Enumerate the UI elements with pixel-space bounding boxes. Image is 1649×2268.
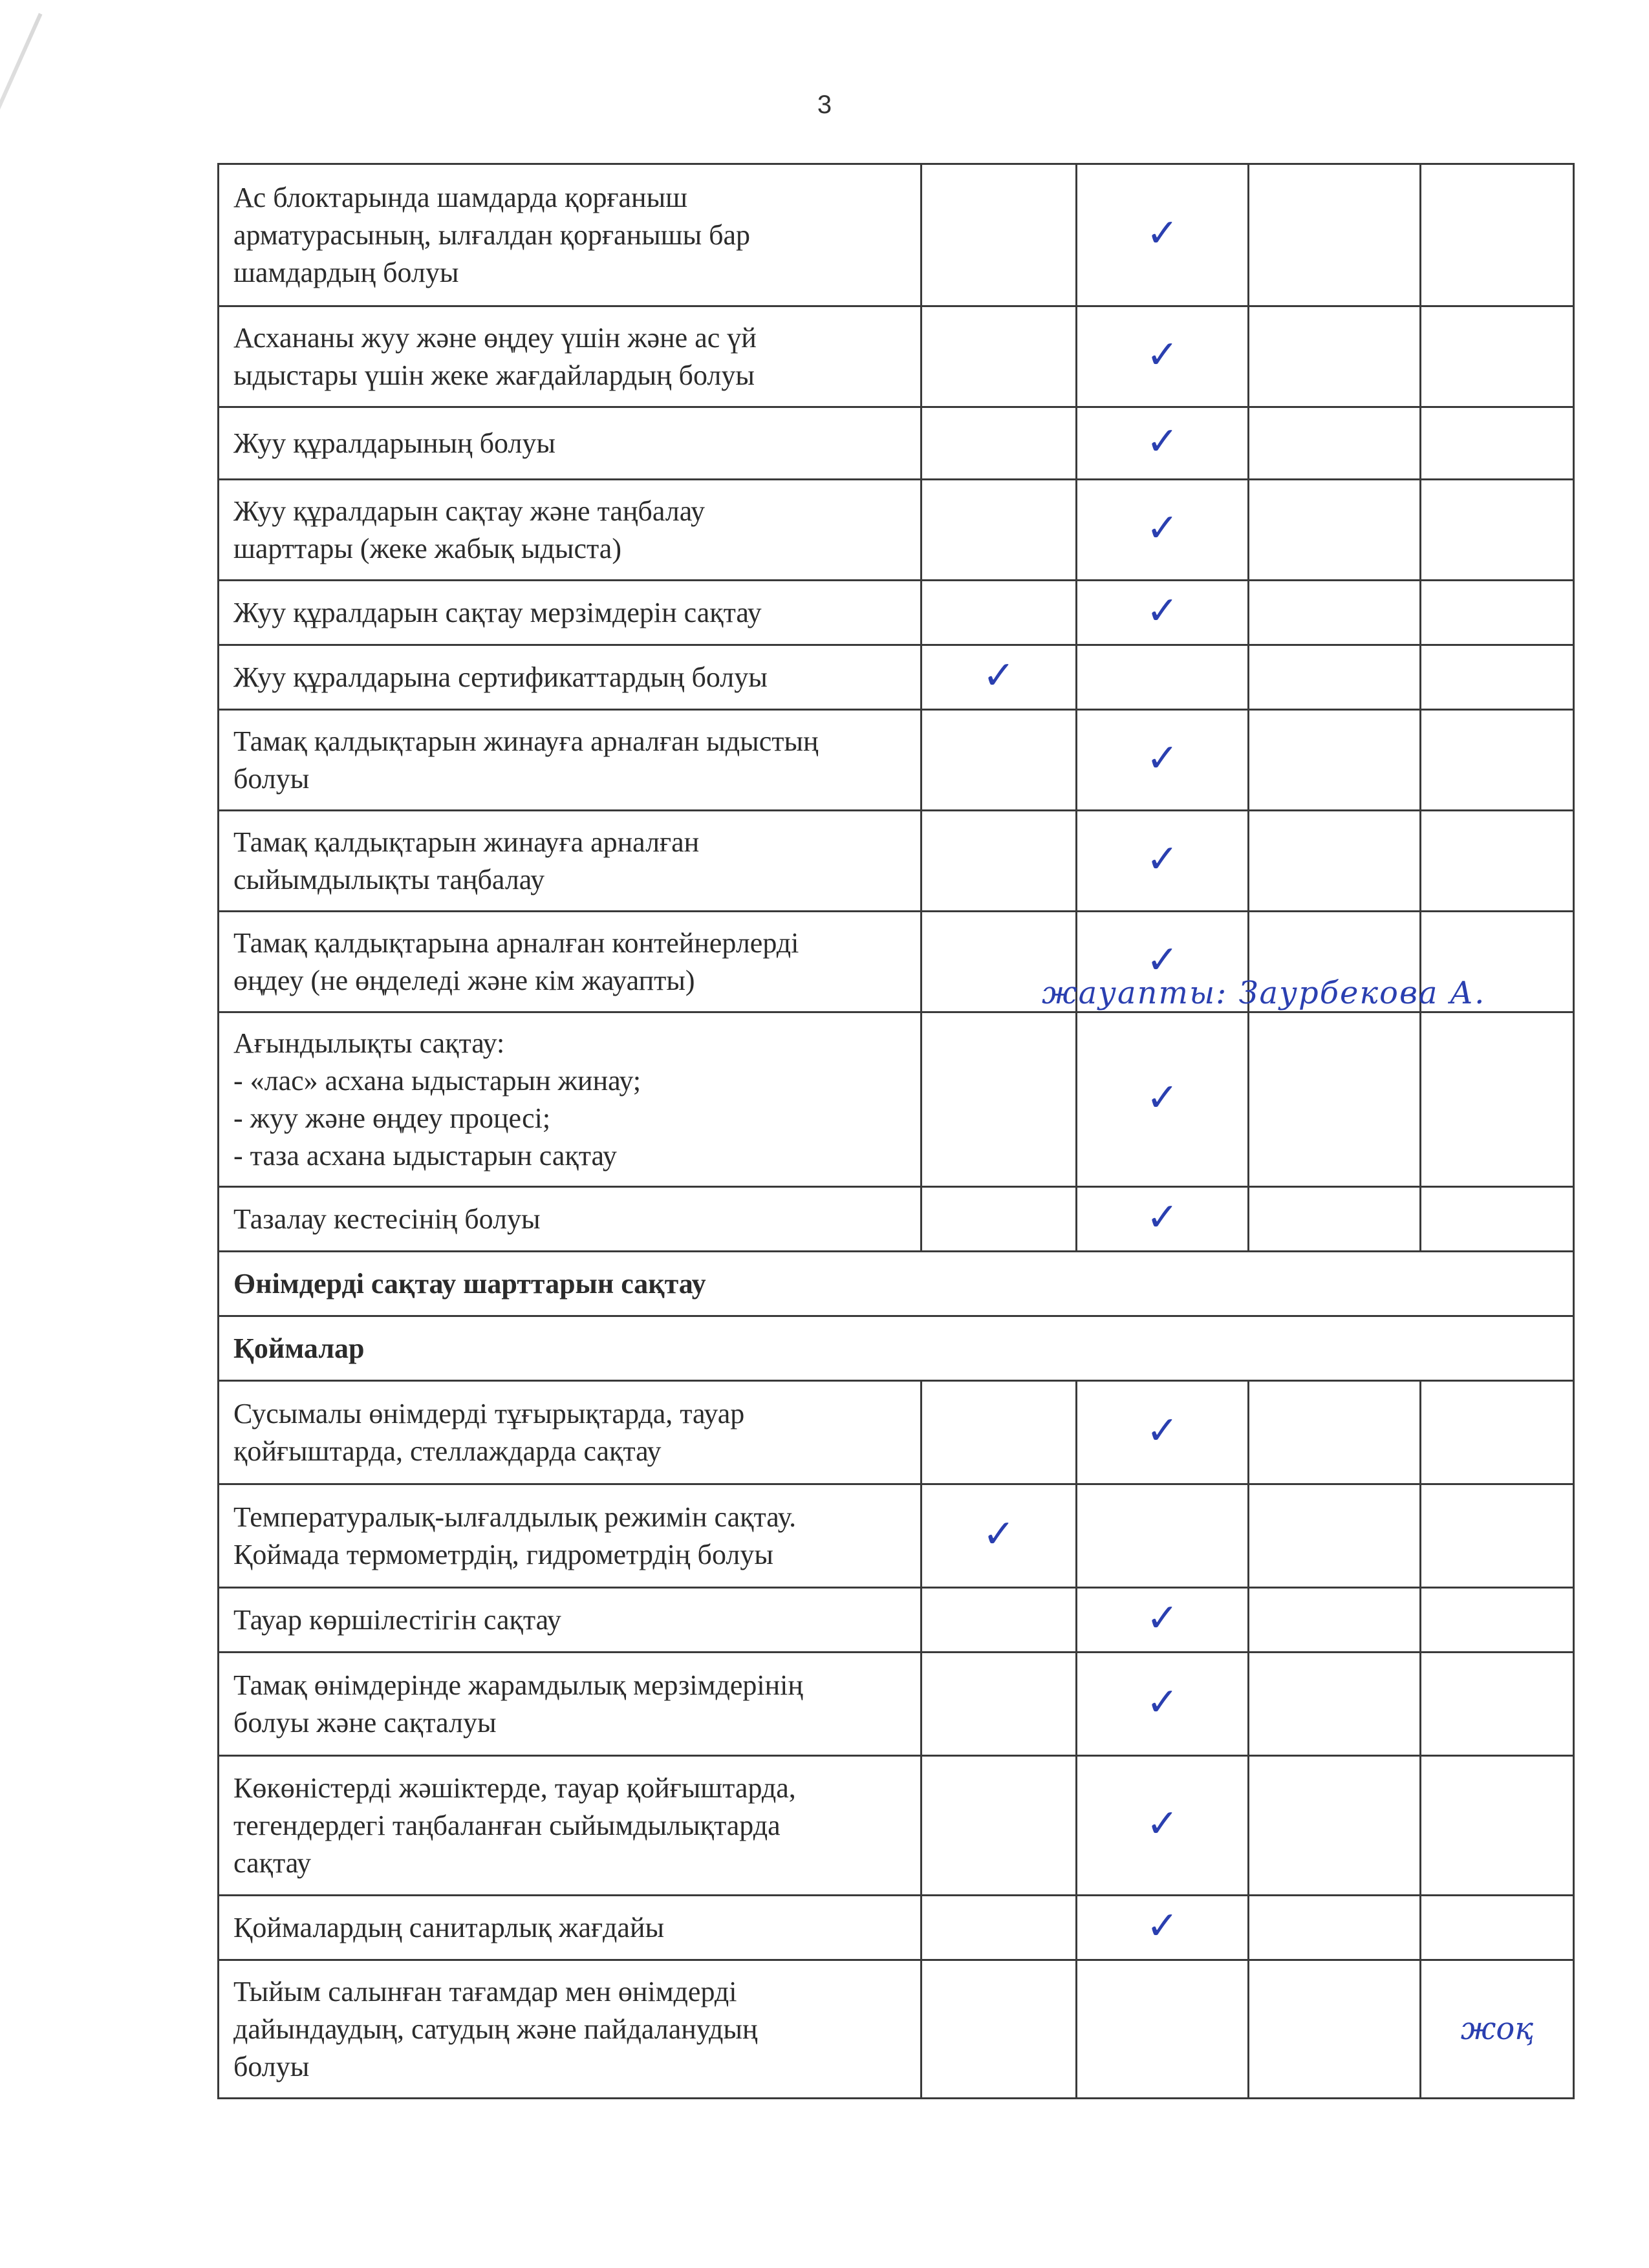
mark-cell [1421, 1960, 1574, 2099]
mark-cell [1249, 1187, 1421, 1252]
mark-cell [1077, 710, 1249, 811]
handwritten-answer: жоқ [1460, 2010, 1534, 2047]
mark-cell [921, 1012, 1077, 1187]
mark-cell [1421, 1381, 1574, 1484]
mark-cell [1249, 1756, 1421, 1896]
mark-cell [1077, 811, 1249, 912]
checklist-row [219, 1960, 1574, 2099]
mark-cell [1421, 645, 1574, 710]
mark-cell [1077, 1012, 1249, 1187]
mark-cell [1249, 1653, 1421, 1756]
mark-cell [921, 1960, 1077, 2099]
checklist-row [219, 811, 1574, 912]
check-mark-icon: ✓ [1146, 506, 1179, 551]
check-mark-icon: ✓ [1146, 1408, 1179, 1453]
mark-cell [1249, 581, 1421, 645]
mark-cell [1249, 1896, 1421, 1960]
check-mark-icon: ✓ [1146, 937, 1179, 983]
check-mark-icon: ✓ [1146, 588, 1179, 634]
mark-cell [921, 581, 1077, 645]
mark-cell [1421, 1653, 1574, 1756]
checklist-table [217, 163, 1575, 2099]
check-mark-icon: ✓ [1146, 1075, 1179, 1120]
mark-cell [1249, 1588, 1421, 1653]
check-mark-icon: ✓ [982, 1512, 1015, 1557]
mark-cell [1421, 407, 1574, 480]
mark-cell [1421, 306, 1574, 407]
mark-cell [921, 306, 1077, 407]
mark-cell [921, 1381, 1077, 1484]
check-mark-icon: ✓ [1146, 1596, 1179, 1641]
mark-cell [1249, 1960, 1421, 2099]
checklist-row [219, 710, 1574, 811]
mark-cell [1421, 1012, 1574, 1187]
checklist-row [219, 164, 1574, 306]
check-mark-icon: ✓ [1146, 1195, 1179, 1240]
mark-cell [1421, 581, 1574, 645]
mark-cell [1077, 306, 1249, 407]
checklist-row [219, 1756, 1574, 1896]
criterion-text: Жуу құралдарына сертификаттардың болуы [219, 645, 921, 710]
mark-cell [1077, 581, 1249, 645]
mark-cell [921, 811, 1077, 912]
criterion-text: Тамақ қалдықтарын жинауға арналған сыйымдылықты таңбалау [219, 811, 921, 912]
check-mark-icon: ✓ [1146, 211, 1179, 256]
mark-cell [921, 1756, 1077, 1896]
check-mark-icon: ✓ [1146, 837, 1179, 882]
mark-cell [1249, 811, 1421, 912]
mark-cell [921, 1653, 1077, 1756]
mark-cell [921, 1187, 1077, 1252]
checklist-row [219, 1588, 1574, 1653]
mark-cell [1077, 1588, 1249, 1653]
mark-cell [1249, 645, 1421, 710]
mark-cell [1077, 645, 1249, 710]
scan-artifact-line [0, 13, 42, 298]
checklist-row [219, 581, 1574, 645]
mark-cell [1077, 1484, 1249, 1588]
section-title: Қоймалар [219, 1316, 1574, 1381]
mark-cell [1249, 306, 1421, 407]
checklist-row [219, 1381, 1574, 1484]
mark-cell [1249, 407, 1421, 480]
mark-cell [1421, 480, 1574, 581]
mark-cell [921, 710, 1077, 811]
checklist-row [219, 407, 1574, 480]
criterion-text: Тамақ қалдықтарына арналған контейнерлерді өңдеу (не өңделеді және кім жауапты) [219, 912, 921, 1012]
checklist-row [219, 480, 1574, 581]
section-header-row [219, 1252, 1574, 1316]
criterion-text: Температуралық-ылғалдылық режимін сақтау. Қоймада термометрдің, гидрометрдің болуы [219, 1484, 921, 1588]
mark-cell [1421, 1187, 1574, 1252]
checklist-row [219, 645, 1574, 710]
check-mark-icon: ✓ [1146, 332, 1179, 378]
mark-cell [1249, 1012, 1421, 1187]
mark-cell [1077, 407, 1249, 480]
criterion-text: Ағындылықты сақтау: - «лас» асхана ыдыстарын жинау; - жуу және өңдеу процесі; - таза асхана ыдыстарын сақтау [219, 1012, 921, 1187]
check-mark-icon: ✓ [982, 653, 1015, 698]
criterion-text: Тазалау кестесінің болуы [219, 1187, 921, 1252]
mark-cell [1077, 1756, 1249, 1896]
checklist-row [219, 306, 1574, 407]
mark-cell [1077, 1960, 1249, 2099]
criterion-text: Жуу құралдарын сақтау және таңбалау шарттары (жеке жабық ыдыста) [219, 480, 921, 581]
mark-cell [1421, 710, 1574, 811]
checklist-row [219, 1896, 1574, 1960]
mark-cell [1249, 710, 1421, 811]
checklist-row [219, 1012, 1574, 1187]
mark-cell [1421, 1588, 1574, 1653]
handwritten-responsible-note: жауапты: Заурбекова А. [1042, 975, 1486, 1011]
criterion-text: Тыйым салынған тағамдар мен өнімдерді дайындаудың, сатудың және пайдаланудың болуы [219, 1960, 921, 2099]
mark-cell [921, 164, 1077, 306]
check-mark-icon: ✓ [1146, 1680, 1179, 1725]
mark-cell [1421, 1484, 1574, 1588]
page-number: 3 [817, 91, 832, 119]
mark-cell [921, 407, 1077, 480]
criterion-text: Сусымалы өнімдерді тұғырықтарда, тауар қойғыштарда, стеллаждарда сақтау [219, 1381, 921, 1484]
check-mark-icon: ✓ [1146, 419, 1179, 464]
mark-cell [1077, 1653, 1249, 1756]
mark-cell [921, 1588, 1077, 1653]
section-title: Өнімдерді сақтау шарттарын сақтау [219, 1252, 1574, 1316]
mark-cell [921, 480, 1077, 581]
mark-cell [1249, 1381, 1421, 1484]
criterion-text: Асхананы жуу және өңдеу үшін және ас үй ыдыстары үшін жеке жағдайлардың болуы [219, 306, 921, 407]
mark-cell [1042, 912, 1486, 1012]
checklist-row [219, 1484, 1574, 1588]
criterion-text: Ас блоктарында шамдарда қорғаныш арматурасының, ылғалдан қорғанышы бар шамдардың болуы [219, 164, 921, 306]
check-mark-icon: ✓ [1146, 1903, 1179, 1949]
mark-cell [921, 1484, 1077, 1588]
mark-cell [1077, 1381, 1249, 1484]
criterion-text: Тамақ өнімдерінде жарамдылық мерзімдерінің болуы және сақталуы [219, 1653, 921, 1756]
checklist-row [219, 1187, 1574, 1252]
mark-cell [1421, 811, 1574, 912]
mark-cell [1077, 1896, 1249, 1960]
mark-cell [1421, 1896, 1574, 1960]
mark-cell [1077, 480, 1249, 581]
checklist-row [219, 1653, 1574, 1756]
check-mark-icon: ✓ [1146, 1801, 1179, 1846]
mark-cell [1249, 164, 1421, 306]
criterion-text: Қоймалардың санитарлық жағдайы [219, 1896, 921, 1960]
section-header-row [219, 1316, 1574, 1381]
mark-cell [1249, 1484, 1421, 1588]
criterion-text: Жуу құралдарының болуы [219, 407, 921, 480]
mark-cell [921, 1896, 1077, 1960]
mark-cell [1077, 1187, 1249, 1252]
criterion-text: Көкөністерді жәшіктерде, тауар қойғыштарда, тегендердегі таңбаланған сыйымдылықтарда сақтау [219, 1756, 921, 1896]
criterion-text: Жуу құралдарын сақтау мерзімдерін сақтау [219, 581, 921, 645]
mark-cell [1077, 164, 1249, 306]
mark-cell [1249, 480, 1421, 581]
mark-cell [1421, 1756, 1574, 1896]
check-mark-icon: ✓ [1146, 736, 1179, 781]
mark-cell [1421, 164, 1574, 306]
criterion-text: Тамақ қалдықтарын жинауға арналған ыдыстың болуы [219, 710, 921, 811]
criterion-text: Тауар көршілестігін сақтау [219, 1588, 921, 1653]
checklist-row [219, 912, 1574, 1012]
mark-cell [921, 645, 1077, 710]
